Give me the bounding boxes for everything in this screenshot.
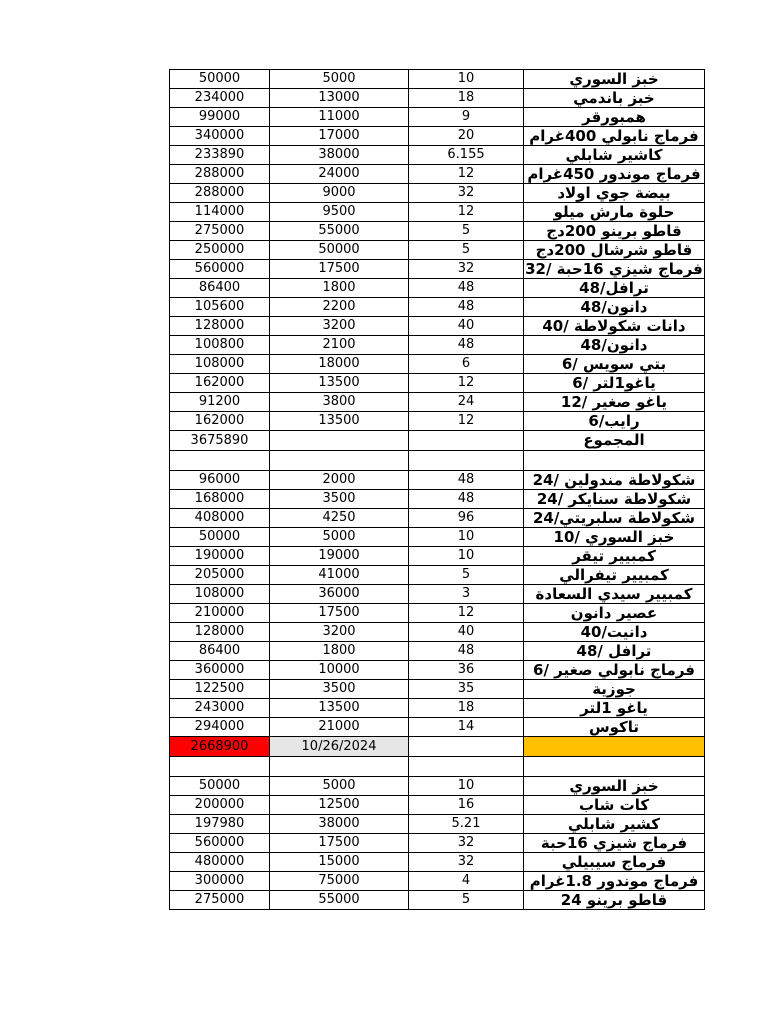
table-row [170, 298, 705, 317]
table-row [170, 777, 705, 796]
table-row [170, 796, 705, 815]
price-cell[interactable]: 3500 [270, 680, 409, 699]
price-cell[interactable]: 50000 [270, 241, 409, 260]
total-cell[interactable]: 105600 [170, 298, 270, 317]
total-cell[interactable]: 108000 [170, 585, 270, 604]
price-cell[interactable]: 13000 [270, 89, 409, 108]
product-name-cell[interactable]: بتي سويس /6 [524, 355, 705, 374]
product-name-cell[interactable]: كمبيير تيقر [524, 547, 705, 566]
price-cell[interactable]: 2000 [270, 471, 409, 490]
product-name-cell[interactable]: قاطو برينو 24 [524, 891, 705, 910]
quantity-cell[interactable]: 5.21 [409, 815, 524, 834]
total-cell[interactable]: 360000 [170, 661, 270, 680]
spreadsheet-body [170, 70, 705, 910]
product-name-cell[interactable]: كمبيير سيدي السعادة [524, 585, 705, 604]
quantity-cell[interactable]: 36 [409, 661, 524, 680]
empty-cell[interactable] [409, 431, 524, 451]
quantity-cell[interactable]: 48 [409, 279, 524, 298]
product-name-cell[interactable]: ترافل/48 [524, 279, 705, 298]
total-cell[interactable]: 91200 [170, 393, 270, 412]
table-row [170, 718, 705, 737]
total-cell[interactable]: 128000 [170, 317, 270, 336]
table-row [170, 70, 705, 89]
table-row [170, 623, 705, 642]
quantity-cell[interactable]: 14 [409, 718, 524, 737]
table-row [170, 699, 705, 718]
table-row [170, 604, 705, 623]
total-cell[interactable]: 234000 [170, 89, 270, 108]
table-row [170, 566, 705, 585]
total-cell[interactable]: 122500 [170, 680, 270, 699]
price-cell[interactable]: 55000 [270, 222, 409, 241]
price-cell[interactable]: 13500 [270, 374, 409, 393]
price-cell[interactable]: 5000 [270, 777, 409, 796]
price-cell[interactable]: 41000 [270, 566, 409, 585]
price-cell[interactable]: 36000 [270, 585, 409, 604]
price-cell[interactable]: 17500 [270, 834, 409, 853]
empty-cell[interactable] [409, 757, 524, 777]
table-row [170, 184, 705, 203]
empty-cell[interactable] [524, 757, 705, 777]
price-cell[interactable]: 13500 [270, 699, 409, 718]
price-cell[interactable]: 4250 [270, 509, 409, 528]
quantity-cell[interactable]: 16 [409, 796, 524, 815]
total-cell[interactable]: 197980 [170, 815, 270, 834]
price-cell[interactable]: 17000 [270, 127, 409, 146]
total-cell[interactable]: 200000 [170, 796, 270, 815]
table-row [170, 336, 705, 355]
price-cell[interactable]: 21000 [270, 718, 409, 737]
table-row [170, 891, 705, 910]
quantity-cell[interactable]: 12 [409, 203, 524, 222]
product-name-cell[interactable]: خبز السوري [524, 777, 705, 796]
product-name-cell[interactable]: دانون/48 [524, 298, 705, 317]
total-cell[interactable]: 408000 [170, 509, 270, 528]
price-cell[interactable]: 17500 [270, 260, 409, 279]
quantity-cell[interactable]: 10 [409, 547, 524, 566]
table-row [170, 815, 705, 834]
product-name-cell[interactable]: دانيت/40 [524, 623, 705, 642]
quantity-cell[interactable]: 12 [409, 412, 524, 431]
table-row [170, 661, 705, 680]
price-cell[interactable]: 2100 [270, 336, 409, 355]
product-name-cell[interactable]: فرماج شيزي 16حبة /32 [525, 260, 703, 278]
quantity-cell[interactable]: 6 [409, 355, 524, 374]
product-name-cell[interactable]: فرماج موندور 1.8غرام [524, 872, 705, 891]
total-cell[interactable]: 250000 [170, 241, 270, 260]
quantity-cell[interactable]: 40 [409, 317, 524, 336]
table-row [170, 222, 705, 241]
product-name-cell[interactable]: ياغو 1لتر [524, 699, 705, 718]
total-cell[interactable]: 275000 [170, 891, 270, 910]
table-row [170, 241, 705, 260]
quantity-cell[interactable]: 18 [409, 699, 524, 718]
table-row [170, 260, 705, 279]
total-cell[interactable]: 114000 [170, 203, 270, 222]
table-row [170, 393, 705, 412]
total-cell[interactable]: 233890 [170, 146, 270, 165]
total-cell[interactable]: 50000 [170, 777, 270, 796]
quantity-cell[interactable]: 48 [409, 490, 524, 509]
table-row [170, 374, 705, 393]
quantity-cell[interactable]: 48 [409, 336, 524, 355]
table-row [170, 680, 705, 699]
product-name-cell[interactable]: ترافل /48 [524, 642, 705, 661]
price-cell[interactable]: 3500 [270, 490, 409, 509]
total-row [170, 737, 705, 757]
total-cell[interactable]: 99000 [170, 108, 270, 127]
table-row [170, 547, 705, 566]
table-row [170, 317, 705, 336]
price-cell[interactable]: 38000 [270, 815, 409, 834]
quantity-cell[interactable]: 6.155 [409, 146, 524, 165]
quantity-cell[interactable]: 5 [409, 891, 524, 910]
product-name-cell[interactable]: قاطو شرشال 200دج [524, 241, 705, 260]
total-row [170, 431, 705, 451]
total-cell[interactable]: 168000 [170, 490, 270, 509]
product-name-cell[interactable]: خبز السوري /10 [524, 528, 705, 547]
total-label-cell[interactable]: المجموع [524, 431, 705, 451]
quantity-cell[interactable]: 96 [409, 509, 524, 528]
product-name-cell[interactable]: دانون/48 [524, 336, 705, 355]
table-row [170, 279, 705, 298]
empty-cell[interactable] [170, 757, 270, 777]
table-row [170, 412, 705, 431]
total-cell[interactable]: 205000 [170, 566, 270, 585]
quantity-cell[interactable]: 5 [409, 566, 524, 585]
price-cell[interactable]: 3800 [270, 393, 409, 412]
quantity-cell[interactable]: 48 [409, 298, 524, 317]
table-row [170, 853, 705, 872]
product-name-cell[interactable]: ياغو1لتر /6 [524, 374, 705, 393]
product-name-cell[interactable]: فرماج نابولي 400غرام [524, 127, 705, 146]
empty-cell[interactable] [270, 431, 409, 451]
total-cell[interactable]: 162000 [170, 374, 270, 393]
spreadsheet-table [169, 69, 705, 910]
quantity-cell[interactable]: 12 [409, 374, 524, 393]
quantity-cell[interactable]: 18 [409, 89, 524, 108]
total-cell[interactable]: 243000 [170, 699, 270, 718]
price-cell[interactable]: 9500 [270, 203, 409, 222]
total-cell[interactable]: 560000 [170, 834, 270, 853]
spacer-row [170, 757, 705, 777]
table-row [170, 165, 705, 184]
quantity-cell[interactable]: 32 [409, 184, 524, 203]
quantity-cell[interactable]: 4 [409, 872, 524, 891]
total-cell[interactable]: 340000 [170, 127, 270, 146]
product-name-cell[interactable]: قاطو برينو 200دج [524, 222, 705, 241]
table-row [170, 642, 705, 661]
total-cell[interactable]: 86400 [170, 642, 270, 661]
price-cell[interactable]: 12500 [270, 796, 409, 815]
price-cell[interactable]: 11000 [270, 108, 409, 127]
price-cell[interactable]: 38000 [270, 146, 409, 165]
total-cell[interactable]: 50000 [170, 528, 270, 547]
price-cell[interactable]: 19000 [270, 547, 409, 566]
product-name-cell[interactable]: فرماج موندور 450غرام [524, 165, 705, 184]
product-name-cell[interactable]: رايب/6 [524, 412, 705, 431]
empty-cell[interactable] [170, 451, 270, 471]
quantity-cell[interactable]: 5 [409, 241, 524, 260]
table-row [170, 528, 705, 547]
price-cell[interactable]: 1800 [270, 642, 409, 661]
total-cell[interactable]: 294000 [170, 718, 270, 737]
product-name-cell[interactable]: فرماج نابولي صغير /6 [524, 661, 705, 680]
product-name-cell[interactable]: كمبيير تيفرالي [524, 566, 705, 585]
quantity-cell[interactable]: 3 [409, 585, 524, 604]
product-name-cell[interactable]: كاشير شابلي [524, 146, 705, 165]
table-row [170, 203, 705, 222]
total-cell[interactable]: 128000 [170, 623, 270, 642]
grand-total-cell[interactable]: 2668900 [170, 737, 270, 757]
date-cell[interactable]: 10/26/2024 [270, 737, 409, 757]
price-cell[interactable]: 24000 [270, 165, 409, 184]
highlighted-empty-cell[interactable] [524, 737, 705, 757]
quantity-cell[interactable]: 24 [409, 393, 524, 412]
total-cell[interactable]: 560000 [170, 260, 270, 279]
total-cell[interactable]: 300000 [170, 872, 270, 891]
table-row [170, 355, 705, 374]
quantity-cell[interactable]: 20 [409, 127, 524, 146]
total-cell[interactable]: 100800 [170, 336, 270, 355]
grand-total-cell[interactable]: 3675890 [170, 431, 270, 451]
product-name-cell[interactable]: شكولاطة سلبريتي/24 [524, 509, 705, 528]
price-cell[interactable]: 10000 [270, 661, 409, 680]
total-cell[interactable]: 210000 [170, 604, 270, 623]
price-cell[interactable]: 3200 [270, 623, 409, 642]
table-row [170, 108, 705, 127]
total-cell[interactable]: 288000 [170, 184, 270, 203]
empty-cell[interactable] [270, 757, 409, 777]
product-name-cell[interactable]: شكولاطة مندولين /24 [524, 471, 705, 490]
product-name-cell[interactable]: خبز باندمي [524, 89, 705, 108]
table-row [170, 146, 705, 165]
empty-cell[interactable] [409, 737, 524, 757]
table-row [170, 834, 705, 853]
table-row [170, 471, 705, 490]
price-cell[interactable]: 1800 [270, 279, 409, 298]
quantity-cell[interactable]: 48 [409, 471, 524, 490]
table-row [170, 127, 705, 146]
product-name-cell[interactable]: فرماج سيبيلي [524, 853, 705, 872]
product-name-cell[interactable]: كات شاب [524, 796, 705, 815]
total-cell[interactable]: 108000 [170, 355, 270, 374]
price-cell[interactable]: 17500 [270, 604, 409, 623]
empty-cell[interactable] [524, 451, 705, 471]
price-cell[interactable]: 5000 [270, 528, 409, 547]
price-cell[interactable]: 55000 [270, 891, 409, 910]
price-cell[interactable]: 13500 [270, 412, 409, 431]
product-name-cell[interactable]: عصير دانون [524, 604, 705, 623]
price-cell[interactable]: 15000 [270, 853, 409, 872]
quantity-cell[interactable]: 12 [409, 165, 524, 184]
table-row [170, 872, 705, 891]
total-cell[interactable]: 50000 [170, 70, 270, 89]
price-cell[interactable]: 18000 [270, 355, 409, 374]
product-name-cell[interactable]: فرماج شيزي 16حبة [524, 834, 705, 853]
product-name-cell[interactable]: حلوة مارش ميلو [524, 203, 705, 222]
table-row [170, 509, 705, 528]
table-row [170, 89, 705, 108]
quantity-cell[interactable]: 5 [409, 222, 524, 241]
quantity-cell[interactable]: 48 [409, 642, 524, 661]
empty-cell[interactable] [270, 451, 409, 471]
total-cell[interactable]: 190000 [170, 547, 270, 566]
quantity-cell[interactable]: 32 [409, 834, 524, 853]
price-cell[interactable]: 9000 [270, 184, 409, 203]
quantity-cell[interactable]: 10 [409, 777, 524, 796]
total-cell[interactable]: 480000 [170, 853, 270, 872]
total-cell[interactable]: 162000 [170, 412, 270, 431]
table-row [170, 490, 705, 509]
product-name-cell[interactable]: جوزية [524, 680, 705, 699]
product-name-cell[interactable]: بيضة جوي اولاد [524, 184, 705, 203]
total-cell[interactable]: 96000 [170, 471, 270, 490]
quantity-cell[interactable]: 32 [409, 260, 524, 279]
quantity-cell[interactable]: 12 [409, 604, 524, 623]
quantity-cell[interactable]: 32 [409, 853, 524, 872]
price-cell[interactable]: 5000 [270, 70, 409, 89]
empty-cell[interactable] [409, 451, 524, 471]
quantity-cell[interactable]: 10 [409, 70, 524, 89]
product-name-cell[interactable]: شكولاطة سنايكر /24 [524, 490, 705, 509]
total-cell[interactable]: 86400 [170, 279, 270, 298]
product-name-cell[interactable]: خبز السوري [524, 70, 705, 89]
product-name-cell[interactable]: ياغو صغير /12 [524, 393, 705, 412]
spacer-row [170, 451, 705, 471]
table-row [170, 585, 705, 604]
total-cell[interactable]: 275000 [170, 222, 270, 241]
product-name-cell[interactable]: كشير شابلي [524, 815, 705, 834]
product-name-cell[interactable]: تاكوس [524, 718, 705, 737]
total-cell[interactable]: 288000 [170, 165, 270, 184]
price-cell[interactable]: 3200 [270, 317, 409, 336]
quantity-cell[interactable]: 10 [409, 528, 524, 547]
quantity-cell[interactable]: 9 [409, 108, 524, 127]
price-cell[interactable]: 75000 [270, 872, 409, 891]
price-cell[interactable]: 2200 [270, 298, 409, 317]
product-name-cell[interactable]: همبورقر [524, 108, 705, 127]
quantity-cell[interactable]: 35 [409, 680, 524, 699]
product-name-cell[interactable]: دانات شكولاطة /40 [524, 317, 705, 336]
quantity-cell[interactable]: 40 [409, 623, 524, 642]
